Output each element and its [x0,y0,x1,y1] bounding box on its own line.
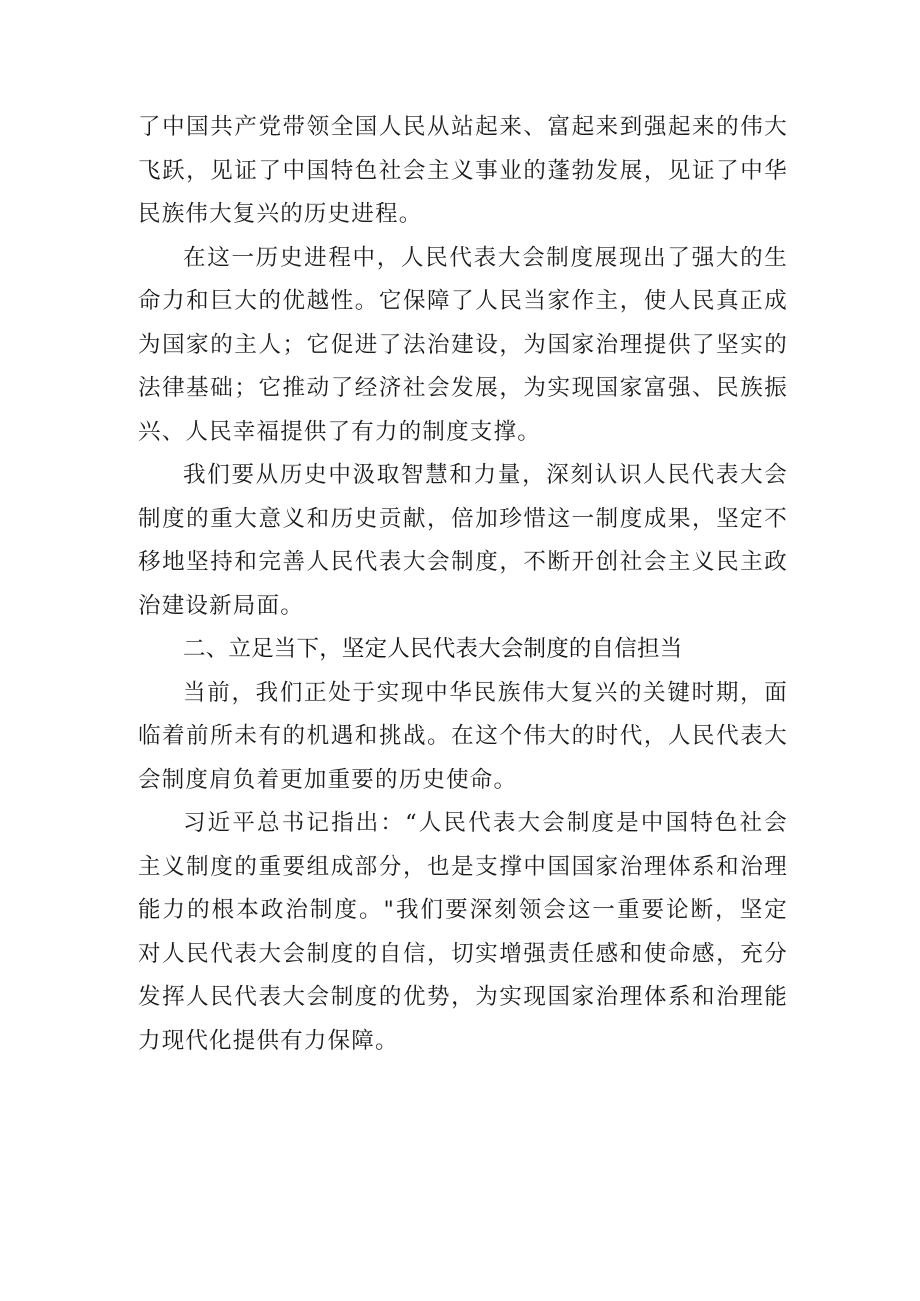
paragraph-historical-process: 在这一历史进程中，人民代表大会制度展现出了强大的生命力和巨大的优越性。它保障了人民当家作主，使人民真正成为国家的主人；它促进了法治建设，为国家治理提供了坚实的法律基础；它推动了经济社会发展，为实现国家富强、民族振兴、人民幸福提供了有力的制度支撑。 [138,244,788,445]
paragraph-current-period: 当前，我们正处于实现中华民族伟大复兴的关键时期，面临着前所未有的机遇和挑战。在这个伟大的时代，人民代表大会制度肩负着更加重要的历史使命。 [138,679,788,793]
document-body [138,106,788,1063]
paragraph-xi-quote: 习近平总书记指出：“人民代表大会制度是中国特色社会主义制度的重要组成部分，也是支撑中国国家治理体系和治理能力的根本政治制度。"我们要深刻领会这一重要论断，坚定对人民代表大会制度的自信，切实增强责任感和使命感，充分发挥人民代表大会制度的优势，为实现国家治理体系和治理能力现代化提供有力保障。 [138,810,788,1054]
section-heading: 二、立足当下，坚定人民代表大会制度的自信担当 [183,636,683,662]
paragraph-learn-from-history: 我们要从历史中汲取智慧和力量，深刻认识人民代表大会制度的重大意义和历史贡献，倍加珍惜这一制度成果，坚定不移地坚持和完善人民代表大会制度，不断开创社会主义民主政治建设新局面。 [138,462,788,619]
paragraph-continued: 了中国共产党带领全国人民从站起来、富起来到强起来的伟大飞跃，见证了中国特色社会主义事业的蓬勃发展，见证了中华民族伟大复兴的历史进程。 [138,114,788,227]
